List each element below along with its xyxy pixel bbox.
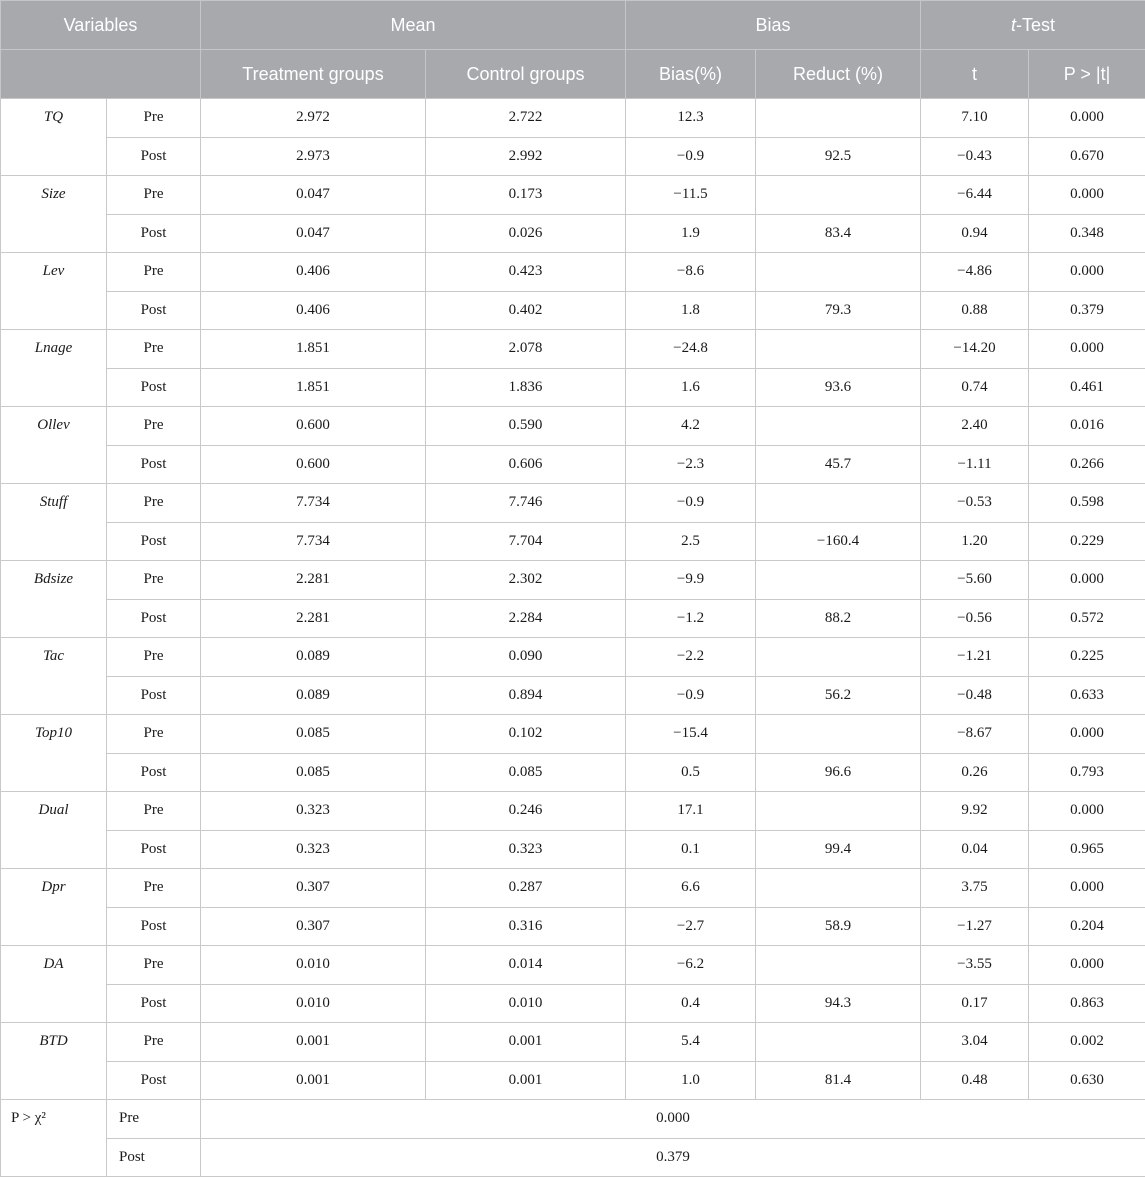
cell-treat: 0.047 xyxy=(201,214,426,253)
table-body xyxy=(1,99,1145,1177)
cell-t: −0.43 xyxy=(921,137,1029,176)
cell-stage: Post xyxy=(107,445,201,484)
cell-treat: 7.734 xyxy=(201,522,426,561)
cell-p: 0.000 xyxy=(1029,715,1145,754)
cell-treat: 0.085 xyxy=(201,753,426,792)
cell-ctrl: 0.323 xyxy=(426,830,626,869)
cell-p: 0.572 xyxy=(1029,599,1145,638)
cell-treat: 0.001 xyxy=(201,1061,426,1100)
variable-name: Top10 xyxy=(1,715,107,792)
cell-reduct: 56.2 xyxy=(756,676,921,715)
header-variables: Variables xyxy=(1,1,201,50)
cell-reduct xyxy=(756,407,921,446)
cell-treat: 1.851 xyxy=(201,330,426,369)
cell-t: −0.48 xyxy=(921,676,1029,715)
cell-bias: 1.9 xyxy=(626,214,756,253)
chi-square-label: P > χ² xyxy=(1,1100,107,1177)
cell-p: 0.000 xyxy=(1029,253,1145,292)
cell-treat: 2.281 xyxy=(201,561,426,600)
cell-reduct xyxy=(756,638,921,677)
cell-stage: Pre xyxy=(107,869,201,908)
cell-bias: 5.4 xyxy=(626,1023,756,1062)
cell-reduct: −160.4 xyxy=(756,522,921,561)
cell-bias: 1.0 xyxy=(626,1061,756,1100)
cell-treat: 0.323 xyxy=(201,792,426,831)
cell-t: 1.20 xyxy=(921,522,1029,561)
cell-treat: 0.323 xyxy=(201,830,426,869)
table-row xyxy=(1,407,1145,446)
table-row xyxy=(1,176,1145,215)
header-ttest xyxy=(921,1,1145,50)
cell-p: 0.000 xyxy=(1029,330,1145,369)
variable-name: DA xyxy=(1,946,107,1023)
cell-stage: Post xyxy=(107,1138,201,1177)
cell-ctrl: 0.001 xyxy=(426,1023,626,1062)
cell-bias: −2.3 xyxy=(626,445,756,484)
cell-reduct xyxy=(756,946,921,985)
cell-reduct: 99.4 xyxy=(756,830,921,869)
cell-ctrl: 0.010 xyxy=(426,984,626,1023)
table-row xyxy=(1,907,1145,946)
cell-stage: Pre xyxy=(107,176,201,215)
header-t: t xyxy=(921,50,1029,99)
cell-ctrl: 0.402 xyxy=(426,291,626,330)
cell-t: 2.40 xyxy=(921,407,1029,446)
cell-bias: 1.6 xyxy=(626,368,756,407)
cell-ctrl: 2.722 xyxy=(426,99,626,138)
cell-bias: −2.2 xyxy=(626,638,756,677)
cell-treat: 1.851 xyxy=(201,368,426,407)
cell-reduct xyxy=(756,869,921,908)
cell-bias: 6.6 xyxy=(626,869,756,908)
cell-stage: Post xyxy=(107,676,201,715)
cell-bias: 0.5 xyxy=(626,753,756,792)
cell-bias: 1.8 xyxy=(626,291,756,330)
cell-t: 3.04 xyxy=(921,1023,1029,1062)
cell-p: 0.002 xyxy=(1029,1023,1145,1062)
cell-treat: 0.406 xyxy=(201,291,426,330)
variable-name: Ollev xyxy=(1,407,107,484)
cell-stage: Post xyxy=(107,984,201,1023)
cell-reduct xyxy=(756,253,921,292)
header-blank xyxy=(1,50,201,99)
cell-reduct xyxy=(756,792,921,831)
cell-ctrl: 0.606 xyxy=(426,445,626,484)
cell-treat: 0.010 xyxy=(201,984,426,1023)
cell-p: 0.000 xyxy=(1029,176,1145,215)
table-row xyxy=(1,1138,1145,1177)
cell-bias: −1.2 xyxy=(626,599,756,638)
cell-stage: Post xyxy=(107,907,201,946)
cell-t: −0.53 xyxy=(921,484,1029,523)
cell-reduct xyxy=(756,484,921,523)
header-ttest-italic: t xyxy=(1011,15,1016,35)
cell-stage: Post xyxy=(107,1061,201,1100)
cell-bias: 0.1 xyxy=(626,830,756,869)
cell-bias: −24.8 xyxy=(626,330,756,369)
cell-reduct: 45.7 xyxy=(756,445,921,484)
header-treatment: Treatment groups xyxy=(201,50,426,99)
cell-t: −14.20 xyxy=(921,330,1029,369)
cell-p: 0.379 xyxy=(1029,291,1145,330)
cell-t: −3.55 xyxy=(921,946,1029,985)
cell-p: 0.225 xyxy=(1029,638,1145,677)
cell-t: 7.10 xyxy=(921,99,1029,138)
cell-ctrl: 0.173 xyxy=(426,176,626,215)
cell-bias: −9.9 xyxy=(626,561,756,600)
cell-t: 9.92 xyxy=(921,792,1029,831)
cell-ctrl: 2.302 xyxy=(426,561,626,600)
cell-treat: 2.973 xyxy=(201,137,426,176)
chi-square-value: 0.379 xyxy=(201,1138,1145,1177)
variable-name: BTD xyxy=(1,1023,107,1100)
cell-stage: Pre xyxy=(107,484,201,523)
cell-reduct: 58.9 xyxy=(756,907,921,946)
cell-reduct: 81.4 xyxy=(756,1061,921,1100)
cell-stage: Post xyxy=(107,599,201,638)
cell-t: −8.67 xyxy=(921,715,1029,754)
cell-reduct: 94.3 xyxy=(756,984,921,1023)
cell-p: 0.633 xyxy=(1029,676,1145,715)
cell-treat: 0.047 xyxy=(201,176,426,215)
cell-p: 0.630 xyxy=(1029,1061,1145,1100)
table-row xyxy=(1,99,1145,138)
cell-bias: −0.9 xyxy=(626,484,756,523)
header-control: Control groups xyxy=(426,50,626,99)
cell-treat: 0.600 xyxy=(201,445,426,484)
cell-treat: 2.972 xyxy=(201,99,426,138)
cell-t: 0.74 xyxy=(921,368,1029,407)
cell-stage: Pre xyxy=(107,561,201,600)
table-row xyxy=(1,1100,1145,1139)
cell-treat: 0.600 xyxy=(201,407,426,446)
cell-stage: Pre xyxy=(107,946,201,985)
cell-ctrl: 7.704 xyxy=(426,522,626,561)
table-row xyxy=(1,830,1145,869)
table-row xyxy=(1,445,1145,484)
cell-p: 0.461 xyxy=(1029,368,1145,407)
cell-bias: −6.2 xyxy=(626,946,756,985)
cell-treat: 2.281 xyxy=(201,599,426,638)
cell-stage: Post xyxy=(107,522,201,561)
cell-stage: Pre xyxy=(107,99,201,138)
cell-ctrl: 0.287 xyxy=(426,869,626,908)
cell-stage: Post xyxy=(107,830,201,869)
variable-name: Lev xyxy=(1,253,107,330)
cell-reduct xyxy=(756,176,921,215)
cell-stage: Post xyxy=(107,137,201,176)
cell-reduct: 93.6 xyxy=(756,368,921,407)
cell-p: 0.598 xyxy=(1029,484,1145,523)
table-row xyxy=(1,715,1145,754)
cell-p: 0.348 xyxy=(1029,214,1145,253)
cell-p: 0.965 xyxy=(1029,830,1145,869)
cell-treat: 0.085 xyxy=(201,715,426,754)
table-row xyxy=(1,484,1145,523)
table-row xyxy=(1,1023,1145,1062)
cell-ctrl: 7.746 xyxy=(426,484,626,523)
cell-ctrl: 2.284 xyxy=(426,599,626,638)
cell-p: 0.016 xyxy=(1029,407,1145,446)
cell-reduct xyxy=(756,561,921,600)
cell-ctrl: 2.992 xyxy=(426,137,626,176)
cell-ctrl: 0.246 xyxy=(426,792,626,831)
cell-p: 0.000 xyxy=(1029,561,1145,600)
cell-bias: −15.4 xyxy=(626,715,756,754)
cell-ctrl: 0.090 xyxy=(426,638,626,677)
cell-treat: 0.001 xyxy=(201,1023,426,1062)
cell-stage: Post xyxy=(107,753,201,792)
cell-reduct: 88.2 xyxy=(756,599,921,638)
cell-stage: Pre xyxy=(107,330,201,369)
cell-t: −6.44 xyxy=(921,176,1029,215)
cell-treat: 0.010 xyxy=(201,946,426,985)
table-row xyxy=(1,561,1145,600)
cell-bias: 0.4 xyxy=(626,984,756,1023)
cell-bias: 4.2 xyxy=(626,407,756,446)
table-row xyxy=(1,676,1145,715)
table-row xyxy=(1,253,1145,292)
cell-bias: −0.9 xyxy=(626,676,756,715)
table-row xyxy=(1,638,1145,677)
cell-ctrl: 0.102 xyxy=(426,715,626,754)
cell-ctrl: 0.894 xyxy=(426,676,626,715)
header-mean: Mean xyxy=(201,1,626,50)
cell-reduct: 79.3 xyxy=(756,291,921,330)
cell-reduct: 96.6 xyxy=(756,753,921,792)
cell-stage: Post xyxy=(107,368,201,407)
cell-t: −0.56 xyxy=(921,599,1029,638)
cell-stage: Pre xyxy=(107,715,201,754)
cell-t: 0.48 xyxy=(921,1061,1029,1100)
table-row xyxy=(1,753,1145,792)
cell-ctrl: 0.316 xyxy=(426,907,626,946)
variable-name: Stuff xyxy=(1,484,107,561)
cell-p: 0.266 xyxy=(1029,445,1145,484)
table-row xyxy=(1,984,1145,1023)
table-row xyxy=(1,330,1145,369)
variable-name: Dual xyxy=(1,792,107,869)
cell-reduct xyxy=(756,1023,921,1062)
cell-ctrl: 1.836 xyxy=(426,368,626,407)
chi-square-value: 0.000 xyxy=(201,1100,1145,1139)
cell-stage: Post xyxy=(107,214,201,253)
variable-name: TQ xyxy=(1,99,107,176)
cell-reduct: 92.5 xyxy=(756,137,921,176)
cell-stage: Pre xyxy=(107,407,201,446)
cell-t: −1.11 xyxy=(921,445,1029,484)
table-row xyxy=(1,792,1145,831)
cell-reduct: 83.4 xyxy=(756,214,921,253)
cell-treat: 0.406 xyxy=(201,253,426,292)
cell-stage: Pre xyxy=(107,1023,201,1062)
variable-name: Bdsize xyxy=(1,561,107,638)
cell-treat: 0.089 xyxy=(201,638,426,677)
table-row xyxy=(1,1061,1145,1100)
cell-ctrl: 0.001 xyxy=(426,1061,626,1100)
header-bias-pct: Bias(%) xyxy=(626,50,756,99)
cell-p: 0.863 xyxy=(1029,984,1145,1023)
cell-bias: −11.5 xyxy=(626,176,756,215)
cell-p: 0.793 xyxy=(1029,753,1145,792)
cell-p: 0.670 xyxy=(1029,137,1145,176)
cell-p: 0.000 xyxy=(1029,946,1145,985)
cell-treat: 0.307 xyxy=(201,907,426,946)
cell-ctrl: 2.078 xyxy=(426,330,626,369)
cell-t: 3.75 xyxy=(921,869,1029,908)
cell-t: 0.04 xyxy=(921,830,1029,869)
cell-stage: Pre xyxy=(107,253,201,292)
header-ttest-rest: -Test xyxy=(1016,15,1055,35)
table-row xyxy=(1,599,1145,638)
cell-reduct xyxy=(756,99,921,138)
table-row xyxy=(1,869,1145,908)
cell-t: −1.21 xyxy=(921,638,1029,677)
cell-stage: Post xyxy=(107,291,201,330)
header-bias: Bias xyxy=(626,1,921,50)
cell-t: −1.27 xyxy=(921,907,1029,946)
cell-t: 0.88 xyxy=(921,291,1029,330)
cell-bias: 17.1 xyxy=(626,792,756,831)
cell-bias: −2.7 xyxy=(626,907,756,946)
variable-name: Size xyxy=(1,176,107,253)
cell-bias: −0.9 xyxy=(626,137,756,176)
header-p: P > |t| xyxy=(1029,50,1145,99)
cell-p: 0.204 xyxy=(1029,907,1145,946)
cell-reduct xyxy=(756,330,921,369)
cell-ctrl: 0.590 xyxy=(426,407,626,446)
cell-bias: −8.6 xyxy=(626,253,756,292)
cell-p: 0.000 xyxy=(1029,792,1145,831)
cell-bias: 2.5 xyxy=(626,522,756,561)
table-row xyxy=(1,368,1145,407)
header-reduct: Reduct (%) xyxy=(756,50,921,99)
cell-stage: Pre xyxy=(107,792,201,831)
variable-name: Lnage xyxy=(1,330,107,407)
table-row xyxy=(1,291,1145,330)
cell-stage: Pre xyxy=(107,638,201,677)
cell-treat: 0.307 xyxy=(201,869,426,908)
variable-name: Tac xyxy=(1,638,107,715)
cell-bias: 12.3 xyxy=(626,99,756,138)
cell-p: 0.229 xyxy=(1029,522,1145,561)
cell-reduct xyxy=(756,715,921,754)
cell-p: 0.000 xyxy=(1029,99,1145,138)
variable-name: Dpr xyxy=(1,869,107,946)
table-row xyxy=(1,522,1145,561)
cell-t: 0.94 xyxy=(921,214,1029,253)
cell-treat: 7.734 xyxy=(201,484,426,523)
cell-ctrl: 0.026 xyxy=(426,214,626,253)
table-row xyxy=(1,137,1145,176)
cell-t: −5.60 xyxy=(921,561,1029,600)
cell-ctrl: 0.423 xyxy=(426,253,626,292)
cell-t: 0.17 xyxy=(921,984,1029,1023)
cell-t: −4.86 xyxy=(921,253,1029,292)
cell-ctrl: 0.014 xyxy=(426,946,626,985)
table-row xyxy=(1,214,1145,253)
cell-treat: 0.089 xyxy=(201,676,426,715)
cell-stage: Pre xyxy=(107,1100,201,1139)
cell-ctrl: 0.085 xyxy=(426,753,626,792)
cell-p: 0.000 xyxy=(1029,869,1145,908)
cell-t: 0.26 xyxy=(921,753,1029,792)
table-row xyxy=(1,946,1145,985)
